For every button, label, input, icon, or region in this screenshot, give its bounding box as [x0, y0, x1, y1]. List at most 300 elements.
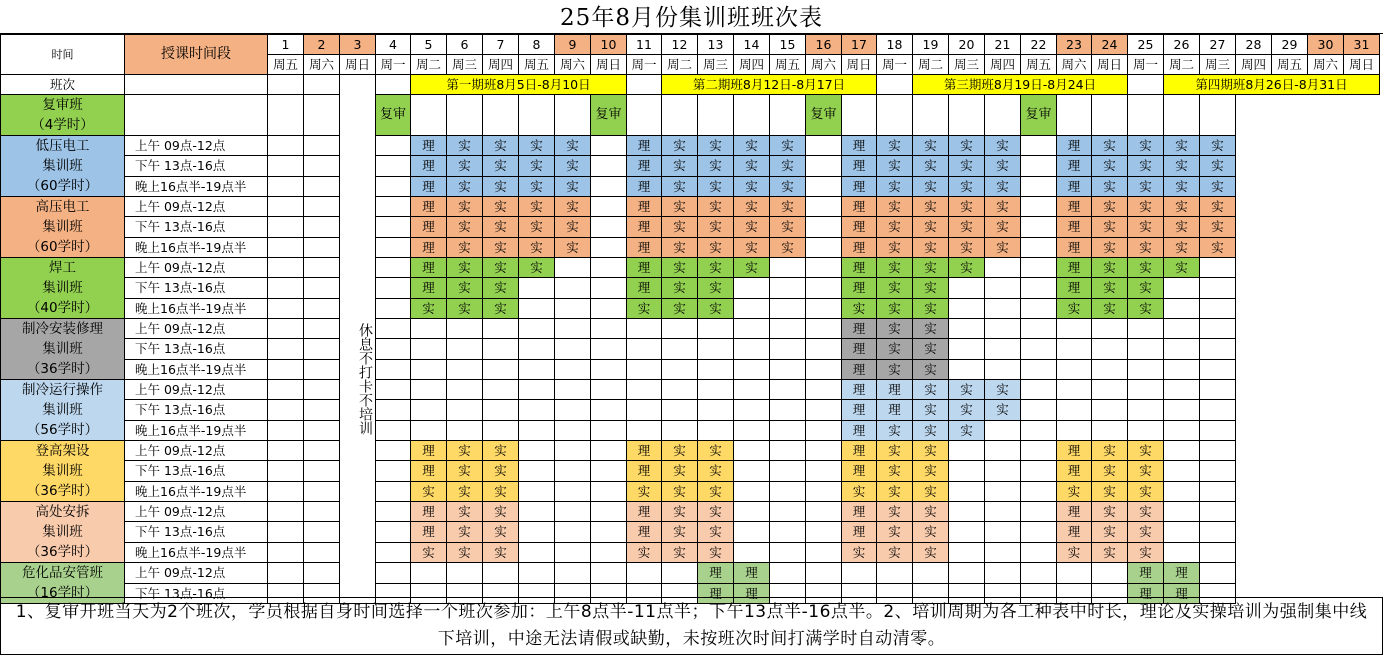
- blank: [376, 136, 411, 156]
- banci-label: 班次: [1, 75, 125, 95]
- session-cell: 实: [877, 298, 913, 318]
- blank: [304, 75, 340, 95]
- class-name: [1, 136, 125, 197]
- blank: [1021, 522, 1057, 542]
- time-slot: 上午 09点-12点: [125, 136, 268, 156]
- blank: [1164, 420, 1200, 440]
- schedule-table: [0, 34, 1380, 604]
- session-cell: 理: [842, 441, 877, 461]
- blank: [376, 420, 411, 440]
- session-cell: 理: [411, 217, 447, 237]
- blank: [555, 441, 591, 461]
- session-cell: 实: [519, 136, 555, 156]
- blank: [949, 278, 985, 298]
- blank: [1164, 380, 1200, 400]
- session-cell: 实: [1057, 481, 1092, 501]
- blank: [806, 298, 842, 318]
- blank: [1200, 258, 1236, 278]
- class-row: [1, 380, 1380, 400]
- blank: [519, 359, 555, 379]
- session-cell: 实: [913, 156, 949, 176]
- weekday: 周日: [340, 55, 376, 75]
- blank: [555, 502, 591, 522]
- blank: [268, 197, 304, 217]
- blank: [411, 95, 447, 136]
- blank: [1021, 319, 1057, 339]
- session-cell: 理: [842, 380, 877, 400]
- blank: [268, 420, 304, 440]
- class-row: [1, 176, 1380, 196]
- session-cell: 实: [1164, 217, 1200, 237]
- weekday: 周二: [1164, 55, 1200, 75]
- session-cell: 实: [949, 420, 985, 440]
- blank: [268, 380, 304, 400]
- session-cell: 理: [842, 522, 877, 542]
- blank: [1021, 258, 1057, 278]
- time-header: 时间: [1, 35, 125, 75]
- time-slot: 晚上16点半-19点半: [125, 420, 268, 440]
- blank: [1021, 563, 1057, 584]
- blank: [1021, 217, 1057, 237]
- blank: [1021, 197, 1057, 217]
- session-cell: 实: [1164, 136, 1200, 156]
- session-cell: 实: [483, 522, 519, 542]
- blank: [304, 197, 340, 217]
- blank: [376, 156, 411, 176]
- session-cell: 理: [842, 197, 877, 217]
- session-cell: 实: [662, 176, 698, 196]
- session-cell: 理: [842, 502, 877, 522]
- blank: [842, 563, 877, 584]
- blank: [304, 563, 340, 584]
- session-cell: 理: [842, 339, 877, 359]
- session-cell: 实: [662, 237, 698, 257]
- session-cell: 实: [698, 461, 734, 481]
- blank: [555, 298, 591, 318]
- time-slot: 上午 09点-12点: [125, 319, 268, 339]
- blank: [376, 461, 411, 481]
- session-cell: 实: [698, 502, 734, 522]
- day-number: 13: [698, 35, 734, 55]
- blank: [1200, 339, 1236, 359]
- blank: [1164, 461, 1200, 481]
- class-name-line: （56学时）: [26, 422, 99, 438]
- fushen-cell: 复审: [591, 95, 627, 136]
- blank: [411, 420, 447, 440]
- sheet-title: 25年8月份集训班班次表: [0, 0, 1383, 34]
- blank: [591, 136, 627, 156]
- class-name-line: 危化品安管班: [22, 565, 103, 581]
- class-row: [1, 217, 1380, 237]
- blank: [376, 278, 411, 298]
- blank: [913, 563, 949, 584]
- session-cell: 实: [1057, 542, 1092, 562]
- session-cell: 实: [734, 197, 770, 217]
- blank: [1200, 542, 1236, 562]
- blank: [447, 319, 483, 339]
- session-cell: 实: [555, 156, 591, 176]
- blank: [806, 176, 842, 196]
- weekday: 周一: [376, 55, 411, 75]
- session-cell: 实: [447, 197, 483, 217]
- session-cell: 实: [662, 441, 698, 461]
- session-cell: 理: [627, 237, 662, 257]
- blank: [304, 278, 340, 298]
- blank: [770, 400, 806, 420]
- session-cell: 实: [698, 298, 734, 318]
- session-cell: 实: [1128, 441, 1164, 461]
- blank: [591, 258, 627, 278]
- blank: [1164, 339, 1200, 359]
- blank: [304, 217, 340, 237]
- weekday: 周二: [913, 55, 949, 75]
- class-row: [1, 258, 1380, 278]
- blank: [304, 400, 340, 420]
- session-cell: 实: [1092, 217, 1128, 237]
- blank: [519, 339, 555, 359]
- session-cell: 理: [842, 359, 877, 379]
- class-name-line: （36学时）: [26, 544, 99, 560]
- time-slot: 上午 09点-12点: [125, 441, 268, 461]
- session-cell: 理: [842, 461, 877, 481]
- session-cell: 实: [734, 136, 770, 156]
- blank: [376, 217, 411, 237]
- time-slot: 下午 13点-16点: [125, 278, 268, 298]
- session-cell: 理: [842, 319, 877, 339]
- day-number: 5: [411, 35, 447, 55]
- blank: [376, 400, 411, 420]
- session-cell: 实: [447, 217, 483, 237]
- blank: [1057, 563, 1092, 584]
- session-cell: 实: [1128, 136, 1164, 156]
- blank: [734, 380, 770, 400]
- session-cell: 实: [913, 237, 949, 257]
- session-cell: 实: [877, 156, 913, 176]
- class-row: [1, 237, 1380, 257]
- blank: [985, 278, 1021, 298]
- session-cell: 实: [877, 481, 913, 501]
- class-name-line: （16学时）: [26, 585, 99, 601]
- class-row: [1, 542, 1380, 562]
- session-cell: 实: [877, 319, 913, 339]
- blank: [806, 502, 842, 522]
- blank: [770, 258, 806, 278]
- blank: [877, 563, 913, 584]
- session-cell: 实: [447, 156, 483, 176]
- blank: [555, 542, 591, 562]
- session-cell: 实: [698, 258, 734, 278]
- blank: [1021, 461, 1057, 481]
- session-cell: 实: [698, 237, 734, 257]
- session-cell: 实: [698, 278, 734, 298]
- session-cell: 实: [913, 542, 949, 562]
- blank: [376, 258, 411, 278]
- session-cell: 理: [1164, 583, 1200, 604]
- session-cell: 实: [662, 502, 698, 522]
- session-cell: 实: [877, 136, 913, 156]
- session-cell: 理: [842, 136, 877, 156]
- session-cell: 理: [734, 563, 770, 584]
- session-cell: 理: [1057, 278, 1092, 298]
- blank: [483, 420, 519, 440]
- blank: [376, 339, 411, 359]
- session-cell: 理: [1057, 502, 1092, 522]
- session-cell: 理: [842, 420, 877, 440]
- blank: [877, 75, 913, 95]
- blank: [268, 217, 304, 237]
- weekday: 周一: [1128, 55, 1164, 75]
- blank: [411, 319, 447, 339]
- blank: [268, 136, 304, 156]
- weekday: 周五: [1272, 55, 1308, 75]
- session-cell: 实: [411, 298, 447, 318]
- time-slot: 上午 09点-12点: [125, 502, 268, 522]
- session-cell: 实: [1128, 502, 1164, 522]
- blank: [806, 481, 842, 501]
- weekday: 周二: [411, 55, 447, 75]
- blank: [591, 278, 627, 298]
- blank: [770, 380, 806, 400]
- time-slot: 下午 13点-16点: [125, 583, 268, 604]
- blank: [770, 339, 806, 359]
- blank: [519, 522, 555, 542]
- blank: [734, 461, 770, 481]
- session-cell: 实: [1128, 176, 1164, 196]
- blank: [949, 298, 985, 318]
- blank: [411, 563, 447, 584]
- day-number: 23: [1057, 35, 1092, 55]
- blank: [483, 95, 519, 136]
- session-cell: 实: [1200, 197, 1236, 217]
- session-cell: 实: [913, 176, 949, 196]
- session-cell: 理: [842, 258, 877, 278]
- blank: [806, 319, 842, 339]
- blank: [447, 359, 483, 379]
- blank: [555, 319, 591, 339]
- session-cell: 实: [483, 136, 519, 156]
- blank: [1200, 420, 1236, 440]
- blank: [591, 197, 627, 217]
- blank: [1057, 359, 1092, 379]
- blank: [411, 339, 447, 359]
- class-row: [1, 298, 1380, 318]
- session-cell: 实: [698, 176, 734, 196]
- blank: [1128, 339, 1164, 359]
- session-cell: 实: [447, 176, 483, 196]
- time-slot: 下午 13点-16点: [125, 461, 268, 481]
- blank: [1092, 400, 1128, 420]
- session-cell: 理: [627, 461, 662, 481]
- session-cell: 实: [662, 542, 698, 562]
- blank: [949, 563, 985, 584]
- blank: [555, 481, 591, 501]
- blank: [268, 481, 304, 501]
- weekday: 周日: [842, 55, 877, 75]
- blank: [591, 481, 627, 501]
- blank: [304, 95, 340, 136]
- blank: [1200, 319, 1236, 339]
- weekday: 周四: [1236, 55, 1272, 75]
- weekday: 周四: [734, 55, 770, 75]
- class-row: [1, 522, 1380, 542]
- blank: [304, 319, 340, 339]
- session-cell: 实: [1092, 441, 1128, 461]
- blank: [1021, 136, 1057, 156]
- session-cell: 实: [1128, 278, 1164, 298]
- session-cell: 实: [1164, 237, 1200, 257]
- session-cell: 实: [519, 197, 555, 217]
- blank: [304, 298, 340, 318]
- blank: [627, 95, 662, 136]
- blank: [483, 319, 519, 339]
- day-number: 28: [1236, 35, 1272, 55]
- day-number: 25: [1128, 35, 1164, 55]
- blank: [1164, 95, 1200, 136]
- blank: [1200, 563, 1236, 584]
- session-cell: 理: [411, 237, 447, 257]
- blank: [806, 441, 842, 461]
- session-cell: 实: [877, 176, 913, 196]
- blank: [949, 441, 985, 461]
- fushen-cell: 复审: [1021, 95, 1057, 136]
- session-cell: 实: [1092, 176, 1128, 196]
- day-number: 24: [1092, 35, 1128, 55]
- session-cell: 实: [447, 481, 483, 501]
- blank: [949, 542, 985, 562]
- blank: [376, 359, 411, 379]
- class-name-line: 低压电工: [35, 138, 90, 154]
- session-cell: 实: [1092, 258, 1128, 278]
- blank: [1021, 441, 1057, 461]
- blank: [1128, 95, 1164, 136]
- blank: [985, 522, 1021, 542]
- blank: [1200, 359, 1236, 379]
- session-cell: 理: [842, 400, 877, 420]
- blank: [268, 359, 304, 379]
- session-cell: 理: [411, 461, 447, 481]
- session-cell: 实: [698, 542, 734, 562]
- weekday: 周五: [770, 55, 806, 75]
- class-name: [1, 319, 125, 380]
- blank: [806, 461, 842, 481]
- session-cell: 实: [1092, 136, 1128, 156]
- session-cell: 实: [483, 258, 519, 278]
- blank: [806, 339, 842, 359]
- blank: [770, 522, 806, 542]
- blank: [662, 420, 698, 440]
- time-slot: 下午 13点-16点: [125, 339, 268, 359]
- class-name: [1, 502, 125, 563]
- session-cell: 理: [411, 258, 447, 278]
- session-cell: 实: [483, 156, 519, 176]
- session-cell: 实: [662, 156, 698, 176]
- blank: [1200, 95, 1236, 136]
- blank: [1057, 319, 1092, 339]
- class-name-line: （60学时）: [26, 239, 99, 255]
- session-cell: 理: [1057, 441, 1092, 461]
- blank: [591, 359, 627, 379]
- class-row: [1, 136, 1380, 156]
- session-cell: 实: [1128, 217, 1164, 237]
- session-cell: 实: [913, 420, 949, 440]
- day-number: 26: [1164, 35, 1200, 55]
- session-cell: 理: [627, 156, 662, 176]
- session-cell: 实: [877, 420, 913, 440]
- class-row: [1, 339, 1380, 359]
- day-number: 15: [770, 35, 806, 55]
- blank: [1021, 502, 1057, 522]
- blank: [376, 298, 411, 318]
- session-cell: 实: [555, 237, 591, 257]
- blank: [268, 502, 304, 522]
- class-row: [1, 278, 1380, 298]
- blank: [698, 95, 734, 136]
- weekday: 周六: [1057, 55, 1092, 75]
- blank: [268, 400, 304, 420]
- blank: [770, 319, 806, 339]
- blank: [411, 400, 447, 420]
- blank: [591, 156, 627, 176]
- session-cell: 实: [1128, 258, 1164, 278]
- blank: [555, 420, 591, 440]
- blank: [591, 176, 627, 196]
- blank: [1200, 298, 1236, 318]
- blank: [734, 542, 770, 562]
- fushen-cell: 复审: [376, 95, 411, 136]
- session-cell: 实: [627, 542, 662, 562]
- session-cell: 实: [913, 522, 949, 542]
- blank: [1092, 420, 1128, 440]
- weekday: 周六: [304, 55, 340, 75]
- blank: [519, 563, 555, 584]
- session-cell: 实: [555, 136, 591, 156]
- blank: [1200, 481, 1236, 501]
- session-cell: 实: [949, 176, 985, 196]
- session-cell: 理: [1057, 156, 1092, 176]
- blank: [304, 176, 340, 196]
- weekday: 周一: [877, 55, 913, 75]
- blank: [1164, 441, 1200, 461]
- day-number: 18: [877, 35, 913, 55]
- blank: [1021, 380, 1057, 400]
- session-cell: 实: [1128, 542, 1164, 562]
- session-cell: 实: [913, 258, 949, 278]
- session-cell: 理: [698, 583, 734, 604]
- blank: [1021, 176, 1057, 196]
- time-slot: 下午 13点-16点: [125, 522, 268, 542]
- class-row: [1, 563, 1380, 584]
- session-cell: 实: [985, 197, 1021, 217]
- blank: [949, 95, 985, 136]
- blank: [376, 380, 411, 400]
- blank: [1092, 380, 1128, 400]
- blank: [519, 420, 555, 440]
- blank: [627, 75, 662, 95]
- session-cell: 理: [627, 217, 662, 237]
- time-slot: 下午 13点-16点: [125, 217, 268, 237]
- weekday: 周四: [985, 55, 1021, 75]
- blank: [949, 522, 985, 542]
- session-cell: 实: [734, 258, 770, 278]
- blank: [949, 502, 985, 522]
- time-slot: 晚上16点半-19点半: [125, 542, 268, 562]
- blank: [483, 563, 519, 584]
- blank: [770, 95, 806, 136]
- blank: [555, 359, 591, 379]
- weekday: 周三: [1200, 55, 1236, 75]
- blank: [770, 481, 806, 501]
- blank: [1164, 542, 1200, 562]
